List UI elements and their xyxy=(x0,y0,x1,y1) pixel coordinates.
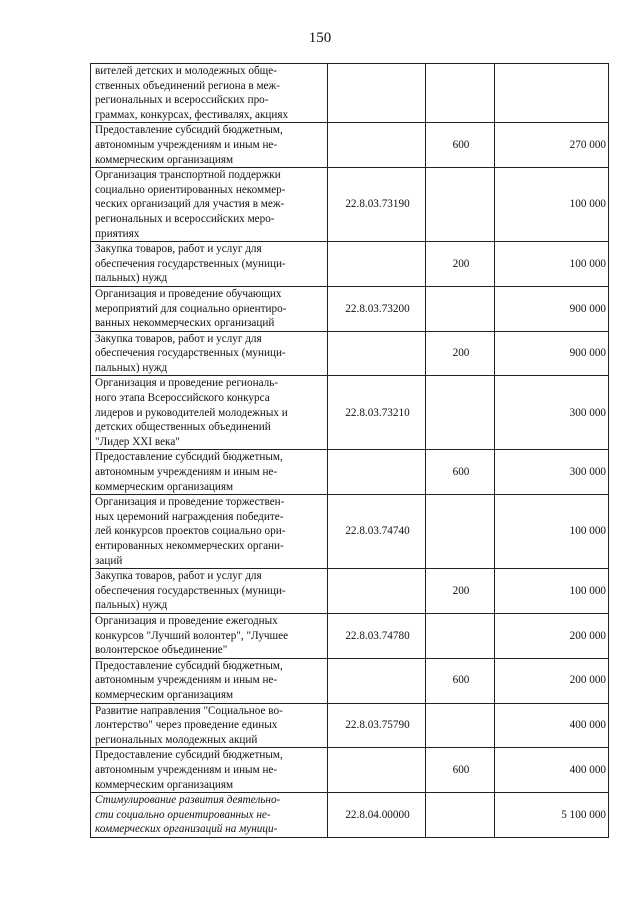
table-row xyxy=(91,123,609,168)
row-expense-type-text: 200 xyxy=(452,347,470,360)
row-name-text: вителей детских и молодежных обще- ственных объединений региона в меж- региональных и всероссийских про- граммах, конкурсах, фестивалях, акциях xyxy=(95,65,289,121)
row-amount-text: 270 000 xyxy=(569,138,606,151)
row-expense-type-cell xyxy=(426,748,495,793)
row-code-cell xyxy=(328,495,426,569)
row-amount-text: 900 000 xyxy=(569,347,606,360)
row-expense-type-text: 600 xyxy=(452,138,470,151)
row-amount-cell xyxy=(495,613,609,658)
row-amount-cell xyxy=(495,123,609,168)
row-amount-text: 300 000 xyxy=(569,466,606,479)
row-amount-text: 300 000 xyxy=(569,406,606,419)
row-amount-cell xyxy=(495,331,609,376)
row-expense-type-cell xyxy=(426,450,495,495)
row-amount-text: 5 100 000 xyxy=(561,808,606,821)
row-code-text: 22.8.03.73190 xyxy=(345,198,410,211)
row-code-text: 22.8.03.74780 xyxy=(345,629,410,642)
row-amount-cell xyxy=(495,168,609,242)
row-name-cell xyxy=(91,168,328,242)
row-code-cell xyxy=(328,450,426,495)
table-row xyxy=(91,658,609,703)
row-code-text: 22.8.04.00000 xyxy=(345,808,410,821)
table-row xyxy=(91,748,609,793)
row-code-cell xyxy=(328,569,426,614)
page-number: 150 xyxy=(308,30,332,46)
row-code-cell xyxy=(328,703,426,748)
table-row xyxy=(91,613,609,658)
row-name-cell xyxy=(91,658,328,703)
budget-table-body xyxy=(91,64,609,838)
row-amount-cell xyxy=(495,658,609,703)
row-expense-type-text: 600 xyxy=(452,763,470,776)
row-expense-type-cell xyxy=(426,242,495,287)
row-code-cell xyxy=(328,286,426,331)
table-row xyxy=(91,376,609,450)
row-name-cell xyxy=(91,64,328,123)
row-amount-cell xyxy=(495,569,609,614)
row-name-cell xyxy=(91,242,328,287)
row-name-cell xyxy=(91,123,328,168)
row-code-cell xyxy=(328,168,426,242)
table-row xyxy=(91,64,609,123)
row-expense-type-cell xyxy=(426,495,495,569)
row-name-cell xyxy=(91,569,328,614)
row-code-cell xyxy=(328,613,426,658)
row-expense-type-text: 200 xyxy=(452,257,470,270)
row-expense-type-text: 200 xyxy=(452,584,470,597)
row-amount-cell xyxy=(495,793,609,838)
row-name-text: Организация и проведение обучающих мероприятий для социально ориентиро- ванных некоммерческих организаций xyxy=(95,287,287,330)
row-name-cell xyxy=(91,613,328,658)
table-row xyxy=(91,495,609,569)
row-name-cell xyxy=(91,495,328,569)
row-name-text: Закупка товаров, работ и услуг для обеспечения государственных (муници- пальных) нужд xyxy=(95,570,286,612)
row-code-text: 22.8.03.74740 xyxy=(345,525,410,538)
row-amount-cell xyxy=(495,64,609,123)
row-expense-type-cell xyxy=(426,331,495,376)
table-row xyxy=(91,168,609,242)
row-expense-type-cell xyxy=(426,569,495,614)
row-expense-type-text: 600 xyxy=(452,466,470,479)
row-name-text: Организация и проведение региональ- ного этапа Всероссийского конкурса лидеров и руководителей молодежных и детских общественных объединений "Лидер XXI века" xyxy=(95,377,288,448)
row-amount-cell xyxy=(495,703,609,748)
row-amount-text: 100 000 xyxy=(569,257,606,270)
table-row xyxy=(91,450,609,495)
row-name-cell xyxy=(91,793,328,838)
row-code-cell xyxy=(328,64,426,123)
table-row xyxy=(91,286,609,331)
table-row xyxy=(91,569,609,614)
row-expense-type-cell xyxy=(426,793,495,838)
row-code-cell xyxy=(328,658,426,703)
row-code-cell xyxy=(328,331,426,376)
row-code-cell xyxy=(328,376,426,450)
table-row xyxy=(91,331,609,376)
row-name-text: Стимулирование развития деятельно- сти социально ориентированных не- коммерческих организаций на муници- xyxy=(95,794,281,836)
row-amount-text: 100 000 xyxy=(569,584,606,597)
table-row xyxy=(91,242,609,287)
row-expense-type-text: 600 xyxy=(452,674,470,687)
row-code-cell xyxy=(328,793,426,838)
table-row xyxy=(91,703,609,748)
row-name-cell xyxy=(91,703,328,748)
row-amount-cell xyxy=(495,376,609,450)
row-name-text: Предоставление субсидий бюджетным, автономным учреждениям и иным не- коммерческим организациям xyxy=(95,659,283,701)
row-expense-type-cell xyxy=(426,286,495,331)
row-expense-type-cell xyxy=(426,123,495,168)
row-amount-cell xyxy=(495,495,609,569)
row-code-text: 22.8.03.73210 xyxy=(345,406,410,419)
row-expense-type-cell xyxy=(426,376,495,450)
row-expense-type-cell xyxy=(426,613,495,658)
row-code-cell xyxy=(328,748,426,793)
row-name-text: Предоставление субсидий бюджетным, автономным учреждениям и иным не- коммерческим организациям xyxy=(95,124,283,166)
row-name-cell xyxy=(91,331,328,376)
row-expense-type-cell xyxy=(426,64,495,123)
row-code-cell xyxy=(328,242,426,287)
row-expense-type-cell xyxy=(426,658,495,703)
row-name-cell xyxy=(91,748,328,793)
row-name-cell xyxy=(91,450,328,495)
row-amount-text: 400 000 xyxy=(569,719,606,732)
row-name-text: Предоставление субсидий бюджетным, автономным учреждениям и иным не- коммерческим организациям xyxy=(95,749,283,791)
row-name-text: Закупка товаров, работ и услуг для обеспечения государственных (муници- пальных) нужд xyxy=(95,243,286,285)
row-name-text: Организация и проведение торжествен- ных церемоний награждения победите- лей конкурсов проектов социально ори- ентированных некоммерческих органи- заций xyxy=(95,496,286,567)
row-expense-type-cell xyxy=(426,168,495,242)
row-code-text: 22.8.03.73200 xyxy=(345,302,410,315)
row-name-text: Предоставление субсидий бюджетным, автономным учреждениям и иным не- коммерческим организациям xyxy=(95,451,283,493)
row-amount-text: 100 000 xyxy=(569,525,606,538)
row-amount-text: 400 000 xyxy=(569,763,606,776)
row-amount-text: 900 000 xyxy=(569,302,606,315)
row-amount-text: 200 000 xyxy=(569,629,606,642)
row-name-cell xyxy=(91,376,328,450)
row-amount-text: 200 000 xyxy=(569,674,606,687)
row-code-text: 22.8.03.75790 xyxy=(345,719,410,732)
table-row xyxy=(91,793,609,838)
row-name-cell xyxy=(91,286,328,331)
row-expense-type-cell xyxy=(426,703,495,748)
row-name-text: Закупка товаров, работ и услуг для обеспечения государственных (муници- пальных) нужд xyxy=(95,332,286,374)
row-amount-cell xyxy=(495,748,609,793)
row-code-cell xyxy=(328,123,426,168)
row-name-text: Организация транспортной поддержки социально ориентированных некоммер- ческих организаций для участия в меж- региональных и всероссийских меро- приятиях xyxy=(95,169,286,240)
row-name-text: Развитие направления "Социальное во- лонтерство" через проведение единых региональных молодежных акций xyxy=(95,704,283,746)
row-amount-cell xyxy=(495,450,609,495)
row-amount-cell xyxy=(495,286,609,331)
budget-table xyxy=(90,63,609,838)
row-amount-text: 100 000 xyxy=(569,198,606,211)
row-amount-cell xyxy=(495,242,609,287)
row-name-text: Организация и проведение ежегодных конкурсов "Лучший волонтер", "Лучшее волонтерское объединение" xyxy=(95,614,289,657)
